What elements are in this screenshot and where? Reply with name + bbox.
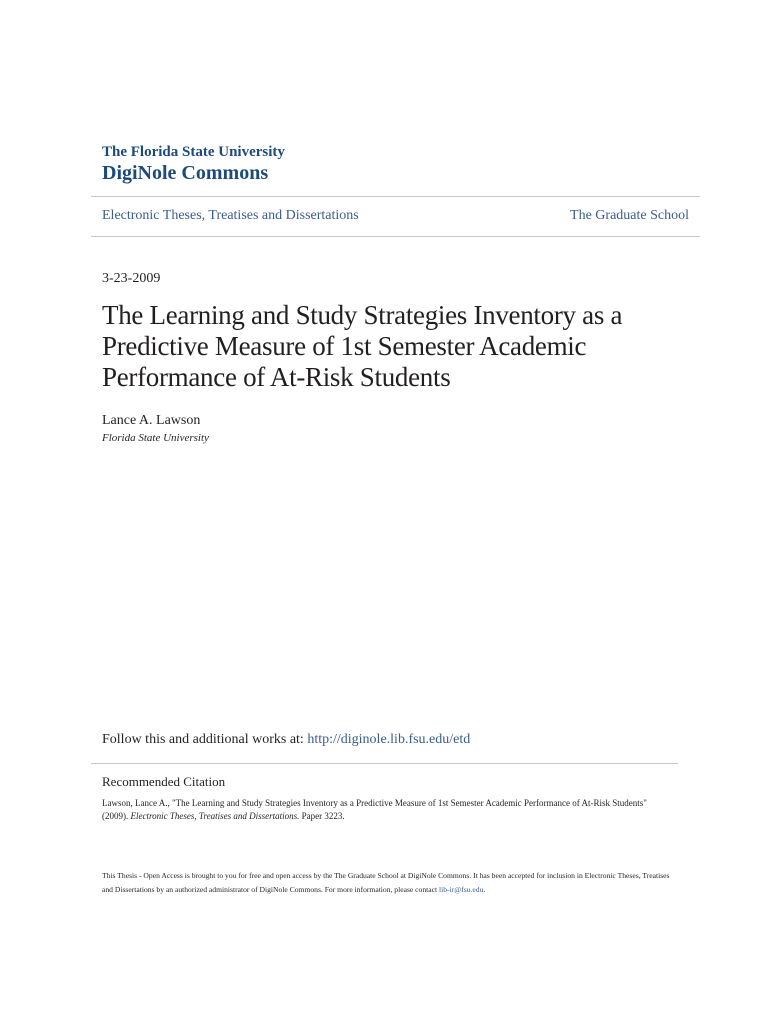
author-affiliation: Florida State University [102,432,209,444]
access-notice [102,869,674,897]
follow-line [102,731,470,749]
citation-paper-number: Paper 3223. [299,810,345,821]
access-notice-end: . [483,885,486,894]
university-name: The Florida State University [102,144,285,160]
collection-link[interactable]: Electronic Theses, Treatises and Dissertations [102,208,359,223]
follow-text: Follow this and additional works at: [102,732,308,747]
divider-top [91,196,700,197]
publication-date: 3-23-2009 [102,271,161,286]
repository-name[interactable]: DigiNole Commons [102,162,269,184]
citation-body: Lawson, Lance A., "The Learning and Study Strategies Inventory as a Predictive Measure of 1st Semester Academic Performance of At-Risk Students" (2009). [102,798,647,821]
citation-text [102,797,668,822]
author-name: Lance A. Lawson [102,413,201,428]
etd-url-link[interactable]: http://diginole.lib.fsu.edu/etd [307,732,471,747]
repository-header [102,143,285,185]
citation-series: Electronic Theses, Treatises and Dissertations. [130,810,300,821]
graduate-school-link[interactable]: The Graduate School [570,208,689,223]
divider-citation [91,763,678,764]
divider-bottom [91,236,700,237]
citation-heading: Recommended Citation [102,774,226,789]
access-notice-text: This Thesis - Open Access is brought to you for free and open access by the The Graduate School at DigiNole Commons. It has been accepted for inclusion in Electronic Theses, Treatises and Dissertations by an authorized administrator of DigiNole Commons. For more information, please contact [102,871,670,894]
contact-email-link[interactable]: lib-ir@fsu.edu [439,885,484,894]
paper-title: The Learning and Study Strategies Inventory as a Predictive Measure of 1st Semester Academic Performance of At-Risk Students [102,300,623,392]
